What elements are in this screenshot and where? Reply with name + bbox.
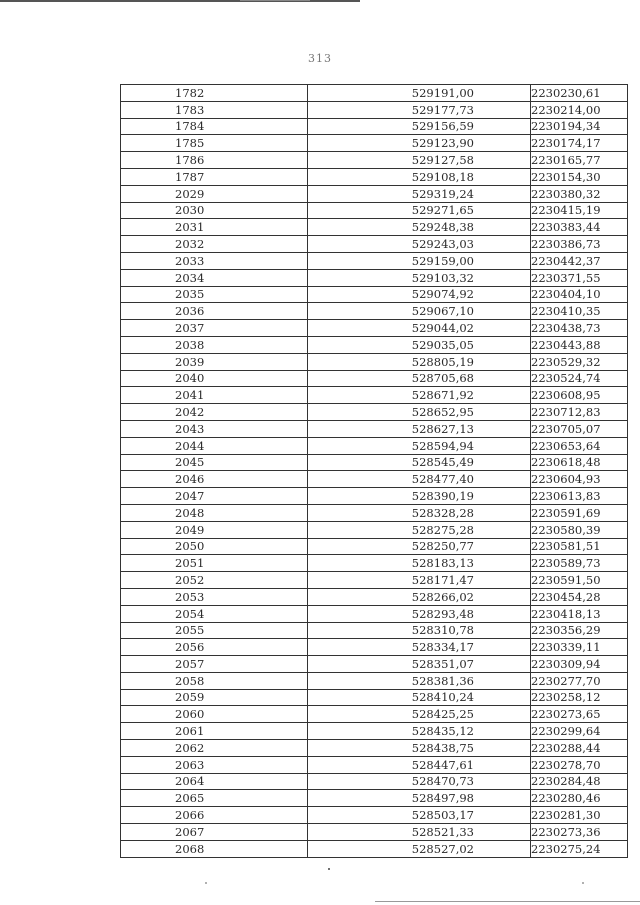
y-coordinate-cell: 2230309,94 — [531, 656, 628, 673]
point-number-cell: 2049 — [121, 521, 308, 538]
point-number-cell: 2054 — [121, 605, 308, 622]
point-number-cell: 1785 — [121, 135, 308, 152]
point-number-cell: 2031 — [121, 219, 308, 236]
table-row — [121, 639, 628, 656]
point-number-cell: 1784 — [121, 118, 308, 135]
y-coordinate-cell: 2230442,37 — [531, 252, 628, 269]
table-row — [121, 773, 628, 790]
x-coordinate-cell: 528627,13 — [308, 420, 531, 437]
x-coordinate-cell: 528503,17 — [308, 807, 531, 824]
table-row — [121, 840, 628, 857]
point-number-cell: 1782 — [121, 85, 308, 102]
x-coordinate-cell: 528381,36 — [308, 672, 531, 689]
y-coordinate-cell: 2230618,48 — [531, 454, 628, 471]
x-coordinate-cell: 528435,12 — [308, 723, 531, 740]
table-row — [121, 286, 628, 303]
table-row — [121, 336, 628, 353]
x-coordinate-cell: 529123,90 — [308, 135, 531, 152]
point-number-cell: 2059 — [121, 689, 308, 706]
y-coordinate-cell: 2230524,74 — [531, 370, 628, 387]
x-coordinate-cell: 529248,38 — [308, 219, 531, 236]
table-row — [121, 488, 628, 505]
x-coordinate-cell: 528438,75 — [308, 740, 531, 757]
y-coordinate-cell: 2230281,30 — [531, 807, 628, 824]
x-coordinate-cell: 528594,94 — [308, 437, 531, 454]
point-number-cell: 2047 — [121, 488, 308, 505]
table-row — [121, 689, 628, 706]
y-coordinate-cell: 2230712,83 — [531, 404, 628, 421]
point-number-cell: 2042 — [121, 404, 308, 421]
point-number-cell: 2066 — [121, 807, 308, 824]
x-coordinate-cell: 528328,28 — [308, 504, 531, 521]
x-coordinate-cell: 529044,02 — [308, 320, 531, 337]
point-number-cell: 2046 — [121, 471, 308, 488]
x-coordinate-cell: 529243,03 — [308, 236, 531, 253]
point-number-cell: 2061 — [121, 723, 308, 740]
x-coordinate-cell: 528447,61 — [308, 756, 531, 773]
table-row — [121, 588, 628, 605]
y-coordinate-cell: 2230299,64 — [531, 723, 628, 740]
y-coordinate-cell: 2230154,30 — [531, 168, 628, 185]
point-number-cell: 2065 — [121, 790, 308, 807]
table-row — [121, 202, 628, 219]
point-number-cell: 2029 — [121, 185, 308, 202]
y-coordinate-cell: 2230608,95 — [531, 387, 628, 404]
point-number-cell: 2060 — [121, 706, 308, 723]
table-row — [121, 706, 628, 723]
x-coordinate-cell: 528497,98 — [308, 790, 531, 807]
point-number-cell: 2040 — [121, 370, 308, 387]
y-coordinate-cell: 2230604,93 — [531, 471, 628, 488]
y-coordinate-cell: 2230273,65 — [531, 706, 628, 723]
page-number: 313 — [308, 52, 332, 65]
y-coordinate-cell: 2230380,32 — [531, 185, 628, 202]
point-number-cell: 2057 — [121, 656, 308, 673]
x-coordinate-cell: 529103,32 — [308, 269, 531, 286]
table-row — [121, 135, 628, 152]
table-row — [121, 387, 628, 404]
point-number-cell: 1787 — [121, 168, 308, 185]
coordinates-table-body — [121, 85, 628, 858]
x-coordinate-cell: 528671,92 — [308, 387, 531, 404]
x-coordinate-cell: 528183,13 — [308, 555, 531, 572]
point-number-cell: 2056 — [121, 639, 308, 656]
table-row — [121, 118, 628, 135]
table-row — [121, 219, 628, 236]
x-coordinate-cell: 529127,58 — [308, 152, 531, 169]
point-number-cell: 1786 — [121, 152, 308, 169]
x-coordinate-cell: 528470,73 — [308, 773, 531, 790]
y-coordinate-cell: 2230443,88 — [531, 336, 628, 353]
point-number-cell: 2055 — [121, 622, 308, 639]
scan-speck — [328, 868, 330, 870]
point-number-cell: 2050 — [121, 538, 308, 555]
y-coordinate-cell: 2230371,55 — [531, 269, 628, 286]
x-coordinate-cell: 528334,17 — [308, 639, 531, 656]
y-coordinate-cell: 2230613,83 — [531, 488, 628, 505]
point-number-cell: 1783 — [121, 101, 308, 118]
point-number-cell: 2067 — [121, 824, 308, 841]
point-number-cell: 2036 — [121, 303, 308, 320]
table-row — [121, 521, 628, 538]
x-coordinate-cell: 528351,07 — [308, 656, 531, 673]
x-coordinate-cell: 529156,59 — [308, 118, 531, 135]
table-row — [121, 538, 628, 555]
x-coordinate-cell: 529067,10 — [308, 303, 531, 320]
table-row — [121, 622, 628, 639]
x-coordinate-cell: 529191,00 — [308, 85, 531, 102]
y-coordinate-cell: 2230386,73 — [531, 236, 628, 253]
table-row — [121, 420, 628, 437]
y-coordinate-cell: 2230194,34 — [531, 118, 628, 135]
y-coordinate-cell: 2230454,28 — [531, 588, 628, 605]
point-number-cell: 2041 — [121, 387, 308, 404]
table-row — [121, 672, 628, 689]
x-coordinate-cell: 528310,78 — [308, 622, 531, 639]
x-coordinate-cell: 528705,68 — [308, 370, 531, 387]
table-row — [121, 152, 628, 169]
point-number-cell: 2038 — [121, 336, 308, 353]
point-number-cell: 2062 — [121, 740, 308, 757]
x-coordinate-cell: 528293,48 — [308, 605, 531, 622]
y-coordinate-cell: 2230529,32 — [531, 353, 628, 370]
y-coordinate-cell: 2230404,10 — [531, 286, 628, 303]
x-coordinate-cell: 529159,00 — [308, 252, 531, 269]
x-coordinate-cell: 529319,24 — [308, 185, 531, 202]
y-coordinate-cell: 2230581,51 — [531, 538, 628, 555]
point-number-cell: 2051 — [121, 555, 308, 572]
x-coordinate-cell: 528545,49 — [308, 454, 531, 471]
point-number-cell: 2043 — [121, 420, 308, 437]
y-coordinate-cell: 2230580,39 — [531, 521, 628, 538]
x-coordinate-cell: 529177,73 — [308, 101, 531, 118]
point-number-cell: 2052 — [121, 572, 308, 589]
point-number-cell: 2064 — [121, 773, 308, 790]
x-coordinate-cell: 528652,95 — [308, 404, 531, 421]
y-coordinate-cell: 2230214,00 — [531, 101, 628, 118]
x-coordinate-cell: 528410,24 — [308, 689, 531, 706]
table-row — [121, 572, 628, 589]
coordinates-table — [120, 84, 628, 858]
y-coordinate-cell: 2230280,46 — [531, 790, 628, 807]
table-row — [121, 303, 628, 320]
point-number-cell: 2068 — [121, 840, 308, 857]
x-coordinate-cell: 529108,18 — [308, 168, 531, 185]
y-coordinate-cell: 2230275,24 — [531, 840, 628, 857]
table-row — [121, 756, 628, 773]
table-row — [121, 370, 628, 387]
y-coordinate-cell: 2230589,73 — [531, 555, 628, 572]
y-coordinate-cell: 2230339,11 — [531, 639, 628, 656]
table-row — [121, 790, 628, 807]
scan-speck — [205, 882, 207, 884]
point-number-cell: 2058 — [121, 672, 308, 689]
x-coordinate-cell: 529035,05 — [308, 336, 531, 353]
point-number-cell: 2044 — [121, 437, 308, 454]
x-coordinate-cell: 529271,65 — [308, 202, 531, 219]
table-row — [121, 723, 628, 740]
x-coordinate-cell: 528275,28 — [308, 521, 531, 538]
y-coordinate-cell: 2230288,44 — [531, 740, 628, 757]
table-row — [121, 252, 628, 269]
table-row — [121, 353, 628, 370]
scan-speck — [582, 882, 584, 884]
bottom-scan-rule — [375, 901, 640, 902]
x-coordinate-cell: 528390,19 — [308, 488, 531, 505]
x-coordinate-cell: 528250,77 — [308, 538, 531, 555]
x-coordinate-cell: 528425,25 — [308, 706, 531, 723]
y-coordinate-cell: 2230278,70 — [531, 756, 628, 773]
y-coordinate-cell: 2230277,70 — [531, 672, 628, 689]
point-number-cell: 2045 — [121, 454, 308, 471]
table-row — [121, 504, 628, 521]
point-number-cell: 2053 — [121, 588, 308, 605]
y-coordinate-cell: 2230653,64 — [531, 437, 628, 454]
y-coordinate-cell: 2230383,44 — [531, 219, 628, 236]
point-number-cell: 2035 — [121, 286, 308, 303]
table-row — [121, 101, 628, 118]
x-coordinate-cell: 528266,02 — [308, 588, 531, 605]
y-coordinate-cell: 2230438,73 — [531, 320, 628, 337]
table-row — [121, 740, 628, 757]
table-row — [121, 236, 628, 253]
point-number-cell: 2033 — [121, 252, 308, 269]
point-number-cell: 2063 — [121, 756, 308, 773]
table-row — [121, 320, 628, 337]
table-row — [121, 168, 628, 185]
point-number-cell: 2039 — [121, 353, 308, 370]
point-number-cell: 2034 — [121, 269, 308, 286]
y-coordinate-cell: 2230418,13 — [531, 605, 628, 622]
table-row — [121, 824, 628, 841]
table-row — [121, 471, 628, 488]
y-coordinate-cell: 2230174,17 — [531, 135, 628, 152]
y-coordinate-cell: 2230356,29 — [531, 622, 628, 639]
y-coordinate-cell: 2230415,19 — [531, 202, 628, 219]
y-coordinate-cell: 2230230,61 — [531, 85, 628, 102]
y-coordinate-cell: 2230705,07 — [531, 420, 628, 437]
y-coordinate-cell: 2230284,48 — [531, 773, 628, 790]
y-coordinate-cell: 2230165,77 — [531, 152, 628, 169]
x-coordinate-cell: 528527,02 — [308, 840, 531, 857]
point-number-cell: 2030 — [121, 202, 308, 219]
table-row — [121, 269, 628, 286]
x-coordinate-cell: 529074,92 — [308, 286, 531, 303]
table-row — [121, 437, 628, 454]
point-number-cell: 2048 — [121, 504, 308, 521]
y-coordinate-cell: 2230410,35 — [531, 303, 628, 320]
table-row — [121, 85, 628, 102]
table-row — [121, 656, 628, 673]
point-number-cell: 2032 — [121, 236, 308, 253]
y-coordinate-cell: 2230273,36 — [531, 824, 628, 841]
point-number-cell: 2037 — [121, 320, 308, 337]
y-coordinate-cell: 2230591,50 — [531, 572, 628, 589]
table-row — [121, 605, 628, 622]
x-coordinate-cell: 528171,47 — [308, 572, 531, 589]
table-row — [121, 555, 628, 572]
x-coordinate-cell: 528477,40 — [308, 471, 531, 488]
table-row — [121, 807, 628, 824]
y-coordinate-cell: 2230258,12 — [531, 689, 628, 706]
x-coordinate-cell: 528521,33 — [308, 824, 531, 841]
table-row — [121, 454, 628, 471]
table-row — [121, 404, 628, 421]
x-coordinate-cell: 528805,19 — [308, 353, 531, 370]
table-row — [121, 185, 628, 202]
top-scan-rule-secondary — [240, 0, 310, 1]
y-coordinate-cell: 2230591,69 — [531, 504, 628, 521]
